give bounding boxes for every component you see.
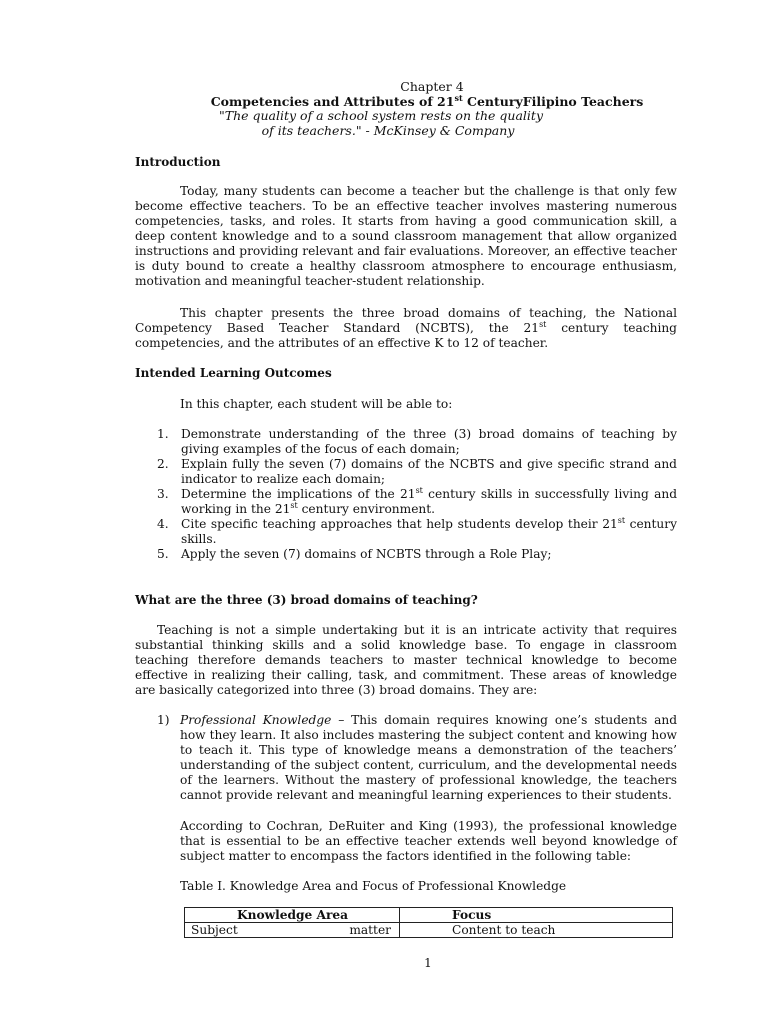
chapter-label: Chapter 4 <box>400 79 464 94</box>
list-item: 4. Cite specific teaching approaches that help students develop their 21st century skills. <box>157 515 677 546</box>
table-header-row <box>185 908 673 923</box>
outcomes-heading: Intended Learning Outcomes <box>135 366 332 380</box>
knowledge-area-cell: Subject matter <box>185 923 400 938</box>
chapter-title: Competencies and Attributes of 21st CenturyFilipino Teachers <box>210 92 644 109</box>
domains-heading: What are the three (3) broad domains of teaching? <box>135 593 478 607</box>
list-item: 2. Explain fully the seven (7) domains of the NCBTS and give specific strand and indicator to realize each domain; <box>157 457 677 486</box>
intro-paragraph-2: This chapter presents the three broad domains of teaching, the National Competency Based Teacher Standard (NCBTS), the 21st century teaching competencies, and the attributes of an effective K to 12 of teacher. <box>135 306 677 350</box>
introduction-heading: Introduction <box>135 155 221 169</box>
focus-cell: Content to teach <box>400 923 673 938</box>
column-header-focus: Focus <box>400 908 673 923</box>
page-number: 1 <box>424 956 432 970</box>
list-item: 1. Demonstrate understanding of the three (3) broad domains of teaching by giving examples of the focus of each domain; <box>157 427 677 456</box>
professional-knowledge-paragraph: Professional Knowledge – This domain requires knowing one’s students and how they learn. It also includes mastering the subject content and knowing how to teach it. This type of knowledge means a demonstration of the teachers’ understanding of the subject content, curriculum, and the developmental needs of the learners. Without the mastery of professional knowledge, the teachers cannot provide relevant and meaningful learning experiences to their students. <box>180 713 677 802</box>
domains-paragraph: Teaching is not a simple undertaking but it is an intricate activity that requires substantial thinking skills and a solid knowledge base. To engage in classroom teaching therefore demands teachers to master technical knowledge to become effective in realizing their calling, task, and commitment. These areas of knowledge are basically categorized into three (3) broad domains. They are: <box>135 623 677 697</box>
table-row <box>185 923 673 938</box>
knowledge-table <box>184 907 673 938</box>
list-item: 5. Apply the seven (7) domains of NCBTS through a Role Play; <box>157 547 552 561</box>
outcomes-list <box>157 427 677 562</box>
outcomes-lead: In this chapter, each student will be able to: <box>180 397 453 411</box>
column-header-knowledge-area: Knowledge Area <box>185 908 400 923</box>
table-caption: Table I. Knowledge Area and Focus of Professional Knowledge <box>180 879 567 893</box>
cochran-paragraph: According to Cochran, DeRuiter and King (1993), the professional knowledge that is essential to be an effective teacher extends well beyond knowledge of subject matter to encompass the factors identified in the following table: <box>180 819 677 863</box>
intro-paragraph-1: Today, many students can become a teacher but the challenge is that only few become effective teachers. To be an effective teacher involves mastering numerous competencies, tasks, and roles. It starts from having a good communication skill, a deep content knowledge and to a sound classroom management that allow organized instructions and providing relevant and fair evaluations. Moreover, an effective teacher is duty bound to create a healthy classroom atmosphere to encourage enthusiasm, motivation and meaningful teacher-student relationship. <box>135 184 678 288</box>
epigraph-quote: "The quality of a school system rests on the quality of its teachers." - McKinsey & Company <box>218 108 544 138</box>
list-item: 3. Determine the implications of the 21st century skills in successfully living and working in the 21st century environment. <box>157 485 677 516</box>
professional-knowledge-number: 1) <box>157 713 170 727</box>
